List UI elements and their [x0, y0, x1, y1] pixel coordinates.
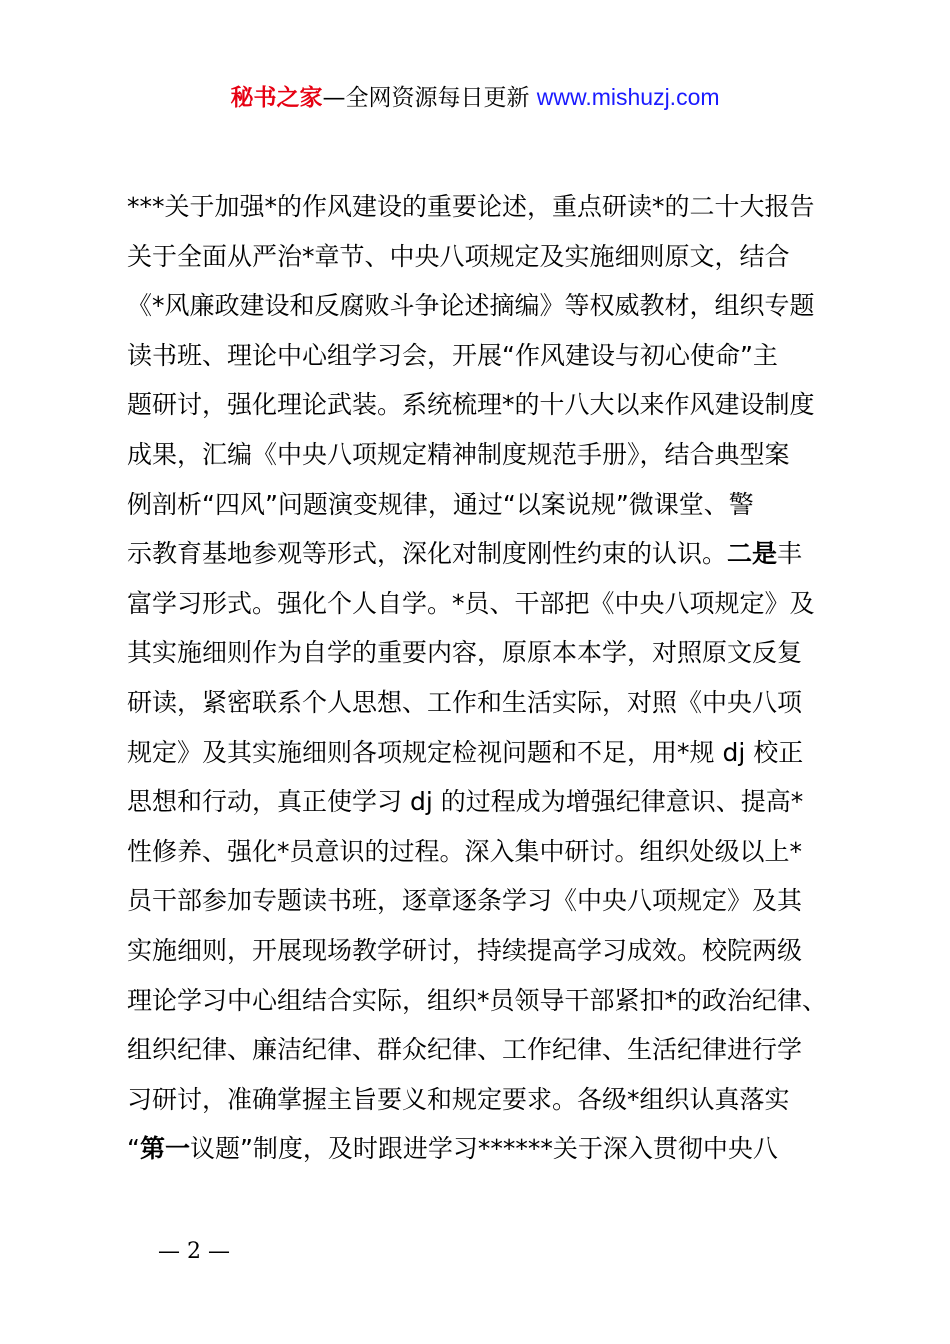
body-line: 习研讨，准确掌握主旨要义和规定要求。各级*组织认真落实 — [127, 1084, 790, 1114]
site-header — [0, 80, 950, 115]
document-body — [127, 182, 847, 1174]
body-line: 规定》及其实施细则各项规定检视问题和不足，用*规 dj 校正 — [127, 737, 804, 767]
body-line: 题研讨，强化理论武装。系统梳理*的十八大以来作风建设制度 — [127, 390, 815, 420]
body-line: 富学习形式。强化个人自学。*员、干部把《中央八项规定》及 — [127, 588, 815, 618]
body-line-text: 示教育基地参观等形式，深化对制度刚性约束的认识。 — [127, 539, 728, 569]
body-line-with-heading — [127, 529, 847, 579]
body-line: 理论学习中心组结合实际，组织*员领导干部紧扣*的政治纪律、 — [127, 985, 828, 1015]
site-url-link[interactable]: www.mishuzj.com — [536, 84, 720, 110]
brand-name: 秘书之家 — [230, 85, 323, 111]
inline-emphasis: 第一 — [139, 1134, 190, 1164]
body-line-text: 议题”制度，及时跟进学习******关于深入贯彻中央八 — [189, 1134, 778, 1164]
page-number: — 2 — — [158, 1239, 230, 1264]
body-line: 关于全面从严治*章节、中央八项规定及实施细则原文，结合 — [127, 241, 790, 271]
body-line: 实施细则，开展现场教学研讨，持续提高学习成效。校院两级 — [127, 935, 803, 965]
inline-heading: 二是 — [727, 539, 778, 569]
body-line: 其实施细则作为自学的重要内容，原原本本学，对照原文反复 — [127, 638, 803, 668]
body-line: ***关于加强*的作风建设的重要论述，重点研读*的二十大报告 — [127, 192, 815, 221]
body-line: 《*风廉政建设和反腐败斗争论述摘编》等权威教材，组织专题 — [127, 291, 815, 321]
open-quote: “ — [127, 1134, 140, 1164]
body-line: 例剖析“四风”问题演变规律，通过“以案说规”微课堂、警 — [127, 489, 754, 519]
body-line: 研读，紧密联系个人思想、工作和生活实际，对照《中央八项 — [127, 687, 803, 717]
body-line: 读书班、理论中心组学习会，开展“作风建设与初心使命”主 — [127, 340, 778, 370]
body-line: 组织纪律、廉洁纪律、群众纪律、工作纪律、生活纪律进行学 — [127, 1035, 803, 1065]
body-line: 性修养、强化*员意识的过程。深入集中研讨。组织处级以上* — [127, 836, 803, 866]
body-line-with-emphasis — [127, 1124, 847, 1174]
body-line: 成果，汇编《中央八项规定精神制度规范手册》，结合典型案 — [127, 439, 790, 469]
body-line: 员干部参加专题读书班，逐章逐条学习《中央八项规定》及其 — [127, 886, 803, 916]
body-line: 思想和行动，真正使学习 dj 的过程成为增强纪律意识、提高* — [127, 787, 804, 817]
header-tagline: —全网资源每日更新 — [322, 85, 537, 111]
body-line-tail: 丰 — [777, 539, 803, 569]
